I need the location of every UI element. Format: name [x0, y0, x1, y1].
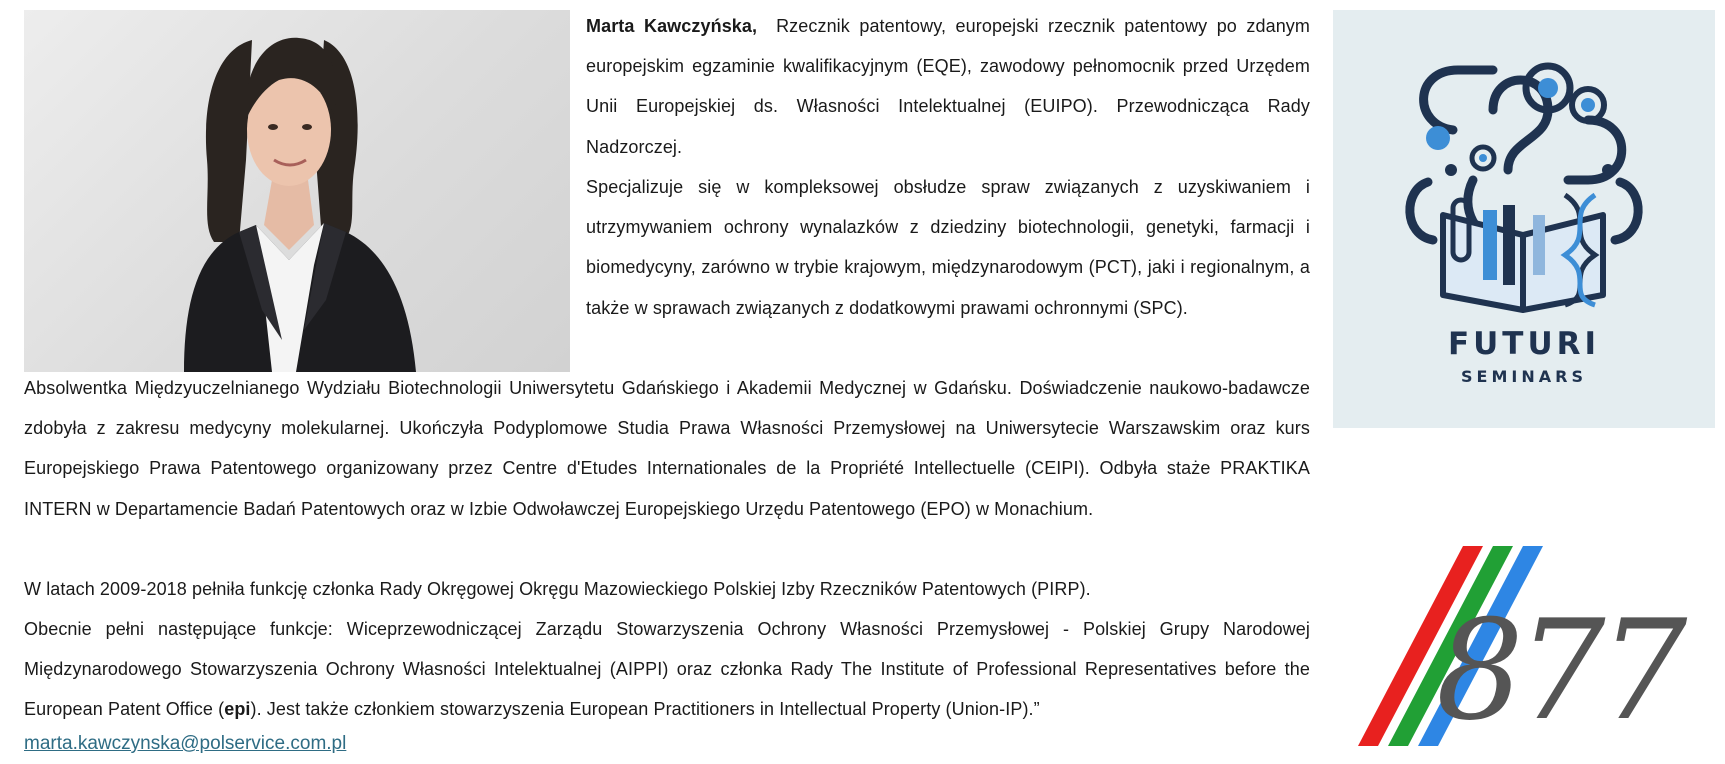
person-name: Marta Kawczyńska, — [586, 16, 758, 36]
functions-paragraph — [24, 609, 1310, 730]
email-link[interactable]: marta.kawczynska@polservice.com.pl — [24, 733, 347, 754]
futuri-emblem-icon — [1333, 10, 1715, 320]
logo-877 — [1358, 546, 1688, 746]
functions-bold-abbrev: epi — [224, 699, 251, 720]
functions-text-after: ). Jest także członkiem stowarzyszenia European Practitioners in Intellectual Property (Union-IP).” — [250, 699, 1040, 720]
intro-text: Rzecznik patentowy, europejski rzecznik patentowy po zdanym europejskim egzaminie kwalifikacyjnym (EQE), zawodowy pełnomocnik przed Urzędem Unii Europejskiej ds. Własności Intelektualnej (EUIPO). Przewodnicząca Rady Nadzorczej. — [586, 16, 1311, 157]
education-paragraph: Absolwentka Międzyuczelnianego Wydziału Biotechnologii Uniwersytetu Gdańskiego i Akademii Medycznej w Gdańsku. Doświadczenie naukowo-badawcze zdobyła z zakresu medycyny molekularnej. Ukończyła Podyplomowe Studia Prawa Własności Przemysłowej na Uniwersytecie Warszawskim oraz kurs Europejskiego Prawa Patentowego organizowany przez Centre d'Etudes Internationales de la Propriété Intellectuelle (CEIPI). Odbyła staże PRAKTIKA INTERN w Departamencie Badań Patentowych oraz w Izbie Odwoławczej Europejskiego Urzędu Patentowego (EPO) w Monachium. — [24, 378, 1310, 519]
functions-text-before: Obecnie pełni następujące funkcje: Wiceprzewodniczącej Zarządu Stowarzyszenia Ochrony Własności Przemysłowej - Polskiej Grupy Narodowej Międzynarodowego Stowarzyszenia Ochrony Własności Intelektualnej (AIPPI) oraz członka Rady The Institute of Professional Representatives before the European Patent Office ( — [24, 619, 1310, 720]
specialization-paragraph: Specjalizuje się w kompleksowej obsłudze spraw związanych z uzyskiwaniem i utrzymywaniem ochrony wynalazków z dziedziny biotechnologii, genetyki, farmacji i biomedycyny, zarówno w trybie krajowym, międzynarodowym (PCT), jaki i regionalnym, a także w sprawach związanych z dodatkowymi prawami ochronnymi (SPC). — [586, 177, 1310, 318]
futuri-title: FUTURI — [1447, 326, 1601, 362]
pirp-paragraph: W latach 2009-2018 pełniła funkcję członka Rady Okręgowej Okręgu Mazowieckiego Polskiej Izby Rzeczników Patentowych (PIRP). — [24, 579, 1091, 599]
logo-877-text: 877 — [1436, 590, 1682, 746]
futuri-seminars-logo — [1333, 10, 1715, 428]
portrait-photo — [24, 10, 570, 372]
intro-paragraph — [586, 6, 1310, 167]
futuri-subtitle: SEMINARS — [1461, 367, 1587, 386]
portrait-illustration — [24, 10, 570, 372]
